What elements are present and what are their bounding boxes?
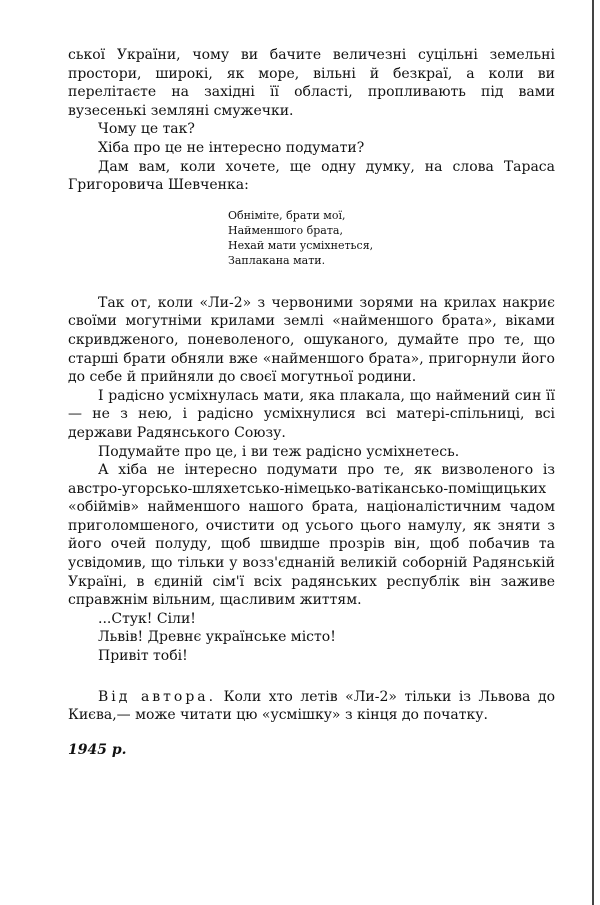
afterword-note xyxy=(68,688,555,725)
date-line: 1945 р. xyxy=(68,741,127,758)
page-edge-line xyxy=(592,0,594,905)
poem-line: Нехай мати усміхнеться, xyxy=(228,238,374,252)
afterword-label: Від автора. xyxy=(98,688,217,705)
paragraph-li2: Так от, коли «Ли-2» з червоними зорями на крилах накриє своїми могутніми крилами землі «найменшого брата», віками скривдженого, поневоленого, ошуканого, думайте про те, що старші брати обняли вже «найменшого брата», пригорнули його до себе й прийняли до своєї могутньої родини. xyxy=(68,294,555,386)
paragraph-think-smile: Подумайте про це, і ви теж радісно усміхнетесь. xyxy=(98,443,460,460)
poem-quote xyxy=(228,208,555,268)
afterword-text: Коли хто летів «Ли-2» тільки із Львова до Києва,— може читати цю «усмішку» з кінця до початку. xyxy=(68,688,555,724)
paragraph-question: Чому це так? xyxy=(98,121,195,138)
paragraph-interesting: Хіба про це не інтересно подумати? xyxy=(98,139,365,156)
paragraph-mother-smiled: І радісно усміхнулась мати, яка плакала, що наймений син її — не з нею, і радісно усміхнулися всі матері-спільниці, всі держави Радянського Союзу. xyxy=(68,387,555,441)
document-page xyxy=(68,46,555,759)
poem-line: Заплакана мати. xyxy=(228,253,326,267)
paragraph-landed: ...Стук! Сіли! xyxy=(98,610,196,627)
paragraph-lviv: Львів! Древнє українське місто! xyxy=(98,629,336,646)
paragraph-continued: ської України, чому ви бачите величезні суцільні земельні простори, широкі, як море, вільні й безкраї, а коли ви перелітаєте на західні її області, пропливають під вами вузесенькі земляні смужечки. xyxy=(68,47,555,119)
paragraph-liberated: А хіба не інтересно подумати про те, як визволеного із австро-угорсько-шляхетсько-німецько-ватіканськo-поміщицьких «обіймів» найменшого нашого брата, націоналістичним чадом приголомшеного, очистити од усього цього намулу, як зняти з його очей полуду, щоб швидше прозрів він, щоб побачив та усвідомив, що тільки у возз'єднаній великій соборній Радянській Україні, в єдиній сім'ї всіх радянських республік він заживе справжнім вільним, щасливим життям. xyxy=(68,462,555,609)
paragraph-shevchenko-intro: Дам вам, коли хочете, ще одну думку, на слова Тараса Григоровича Шевченка: xyxy=(68,158,555,194)
poem-line: Найменшого брата, xyxy=(228,223,343,237)
paragraph-greeting: Привіт тобі! xyxy=(98,648,188,665)
poem-line: Обніміте, брати мої, xyxy=(228,208,346,222)
